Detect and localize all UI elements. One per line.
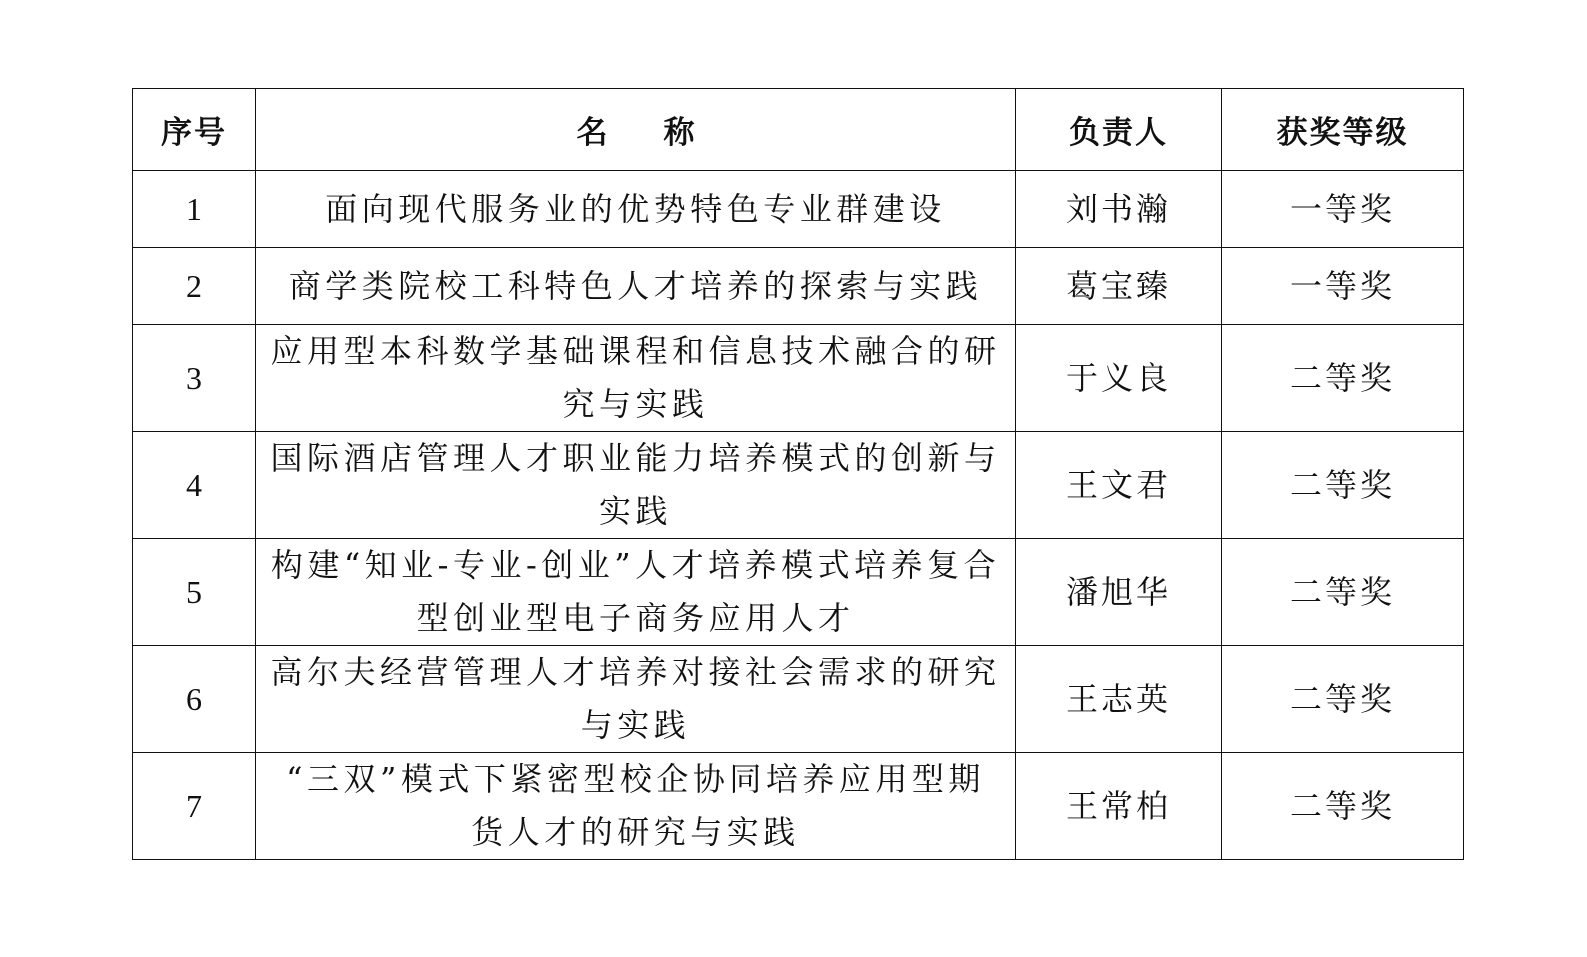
row-award: 二等奖	[1222, 432, 1464, 539]
header-award: 获奖等级	[1222, 89, 1464, 171]
row-leader: 王文君	[1016, 432, 1222, 539]
table-row	[133, 171, 1464, 248]
table-row	[133, 753, 1464, 860]
row-leader: 于义良	[1016, 325, 1222, 432]
row-name: 构建“知业-专业-创业”人才培养模式培养复合型创业型电子商务应用人才	[256, 539, 1016, 646]
row-index: 6	[133, 646, 256, 753]
row-index: 3	[133, 325, 256, 432]
row-award: 二等奖	[1222, 753, 1464, 860]
row-leader: 王志英	[1016, 646, 1222, 753]
row-name: 面向现代服务业的优势特色专业群建设	[256, 171, 1016, 248]
header-leader: 负责人	[1016, 89, 1222, 171]
table-row	[133, 248, 1464, 325]
row-name: “三双”模式下紧密型校企协同培养应用型期货人才的研究与实践	[256, 753, 1016, 860]
row-award: 二等奖	[1222, 646, 1464, 753]
row-leader: 王常柏	[1016, 753, 1222, 860]
table-row	[133, 539, 1464, 646]
row-award: 二等奖	[1222, 325, 1464, 432]
row-index: 4	[133, 432, 256, 539]
award-table	[132, 88, 1464, 860]
row-name: 应用型本科数学基础课程和信息技术融合的研究与实践	[256, 325, 1016, 432]
row-leader: 葛宝臻	[1016, 248, 1222, 325]
row-name: 高尔夫经营管理人才培养对接社会需求的研究与实践	[256, 646, 1016, 753]
row-index: 5	[133, 539, 256, 646]
row-name: 商学类院校工科特色人才培养的探索与实践	[256, 248, 1016, 325]
row-award: 二等奖	[1222, 539, 1464, 646]
table-row	[133, 432, 1464, 539]
row-name: 国际酒店管理人才职业能力培养模式的创新与实践	[256, 432, 1016, 539]
row-award: 一等奖	[1222, 248, 1464, 325]
row-leader: 刘书瀚	[1016, 171, 1222, 248]
row-index: 1	[133, 171, 256, 248]
header-index: 序号	[133, 89, 256, 171]
table-row	[133, 646, 1464, 753]
row-leader: 潘旭华	[1016, 539, 1222, 646]
header-row	[133, 89, 1464, 171]
row-award: 一等奖	[1222, 171, 1464, 248]
header-name: 名称	[256, 89, 1016, 171]
row-index: 2	[133, 248, 256, 325]
table-row	[133, 325, 1464, 432]
row-index: 7	[133, 753, 256, 860]
